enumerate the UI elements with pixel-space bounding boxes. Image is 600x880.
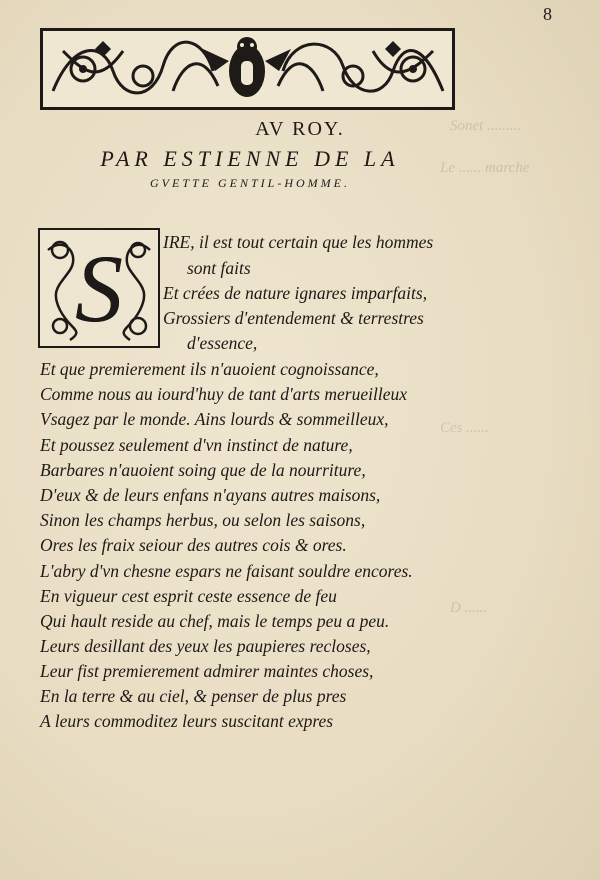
verse-line: Sinon les champs herbus, ou selon les saisons, [40,510,366,530]
verse-line: Vsagez par le monde. Ains lourds & sommeilleux, [40,409,389,429]
show-through-text: Ces ...... [440,420,489,436]
show-through-text: D ...... [450,600,488,616]
verse-line: Barbares n'auoient soing que de la nourriture, [40,460,366,480]
page-number: 8 [543,4,552,24]
show-through-text: Le ...... marche [440,160,530,176]
verse-line: Et poussez seulement d'vn instinct de nature, [40,435,353,455]
verse-line: En vigueur cest esprit ceste essence de feu [40,586,337,606]
author-subline: GVETTE GENTIL-HOMME. [150,176,350,190]
author-line: PAR ESTIENNE DE LA [100,146,400,171]
page-title: AV ROY. [255,118,345,140]
verse-line: d'essence, [187,333,258,353]
verse-line: D'eux & de leurs enfans n'ayans autres maisons, [40,485,381,505]
verse-line: Ores les fraix seiour des autres cois & ores. [40,535,347,555]
verse-line: Leur fist premierement admirer maintes choses, [40,661,374,681]
verse-line: sont faits [187,258,251,278]
show-through-text: Sonet ......... [450,118,521,134]
verse-line: Et que premierement ils n'auoient cognoissance, [40,359,379,379]
verse-line: Comme nous au iourd'huy de tant d'arts merueilleux [40,384,408,404]
verse-line: Grossiers d'entendement & terrestres [163,308,424,328]
verse-line: A leurs commoditez leurs suscitant expres [40,711,334,731]
verse-line: IRE, il est tout certain que les hommes [163,232,434,252]
verse-line: Qui hault reside au chef, mais le temps peu a peu. [40,611,390,631]
verse-line: Leurs desillant des yeux les paupieres recloses, [40,636,371,656]
verse-line: Et crées de nature ignares imparfaits, [163,283,428,303]
initial-letter: S [75,234,123,342]
verse-line: L'abry d'vn chesne espars ne faisant souldre encores. [40,561,413,581]
verse-line: En la terre & au ciel, & penser de plus pres [40,686,347,706]
